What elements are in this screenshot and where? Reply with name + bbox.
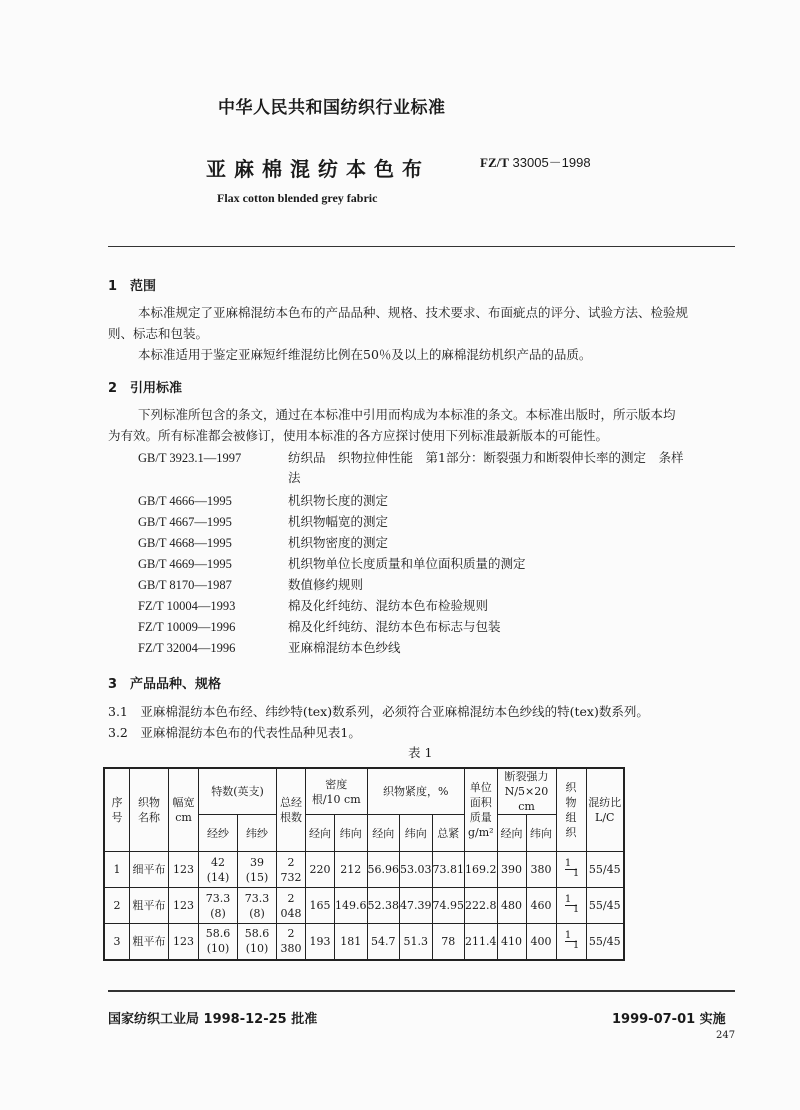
code-prefix: FZ/T <box>480 155 509 170</box>
ref-item: GB/T 4668—1995 机织物密度的测定 <box>138 535 389 550</box>
cell-blend: 55/45 <box>586 852 624 888</box>
cell-weft_tex: 73.3 (8) <box>238 888 277 924</box>
cell-mass: 222.8 <box>465 888 498 924</box>
cell-frac: $\frac{1}{1}$ <box>556 852 586 888</box>
cell-tf: 53.03 <box>400 852 433 888</box>
section-2-heading: 2 引用标准 <box>108 381 183 396</box>
s1-p1a: 本标准规定了亚麻棉混纺本色布的产品品种、规格、技术要求、布面疵点的评分、试验方法、检验规 <box>138 305 689 320</box>
cell-df: 181 <box>335 924 368 960</box>
cell-tf: 51.3 <box>400 924 433 960</box>
th-weft-yarn: 纬纱 <box>238 815 277 852</box>
s3-p32: 3.2 亚麻棉混纺本色布的代表性品种见表1。 <box>108 725 361 740</box>
cell-tw: 56.96 <box>367 852 400 888</box>
th-mass: 单位面积 质量 g/m² <box>465 768 498 852</box>
ref-item: FZ/T 32004—1996 亚麻棉混纺本色纱线 <box>138 640 401 655</box>
cell-dw: 220 <box>306 852 335 888</box>
cell-no: 3 <box>104 924 130 960</box>
cell-weft_tex: 39 (15) <box>238 852 277 888</box>
th-count: 特数(英支) <box>199 768 277 815</box>
ref-item: GB/T 4669—1995 机织物单位长度质量和单位面积质量的测定 <box>138 556 526 571</box>
standard-code <box>480 152 591 171</box>
table-row <box>104 852 624 888</box>
cell-sf: 400 <box>526 924 556 960</box>
cell-width: 123 <box>169 852 199 888</box>
title-en: Flax cotton blended grey fabric <box>217 191 378 205</box>
issuing-org: 中华人民共和国纺织行业标准 <box>218 98 446 118</box>
cell-tt: 74.95 <box>432 888 465 924</box>
code-number: 33005－1998 <box>512 155 591 170</box>
doc-title: 亚麻棉混纺本色布 <box>206 157 430 181</box>
cell-frac: $\frac{1}{1}$ <box>556 924 586 960</box>
ref-item: GB/T 4667—1995 机织物幅宽的测定 <box>138 514 389 529</box>
cell-name: 细平布 <box>130 852 169 888</box>
cell-warp_tex: 42 (14) <box>199 852 238 888</box>
cell-name: 粗平布 <box>130 924 169 960</box>
ref-item: GB/T 4666—1995 机织物长度的测定 <box>138 493 389 508</box>
cell-warp_tex: 58.6 (10) <box>199 924 238 960</box>
th-tightness: 织物紧度，% <box>367 768 465 815</box>
s2-p1b: 为有效。所有标准都会被修订，使用本标准的各方应探讨使用下列标准最新版本的可能性。 <box>108 428 609 443</box>
header-rule <box>108 246 735 247</box>
cell-tw: 52.38 <box>367 888 400 924</box>
cell-name: 粗平布 <box>130 888 169 924</box>
cell-weft_tex: 58.6 (10) <box>238 924 277 960</box>
th-warp-yarn: 经纱 <box>199 815 238 852</box>
th-weave: 织物组织 <box>556 768 586 852</box>
ref-item: GB/T 3923.1—1997 纺织品 织物拉伸性能 第1部分：断裂强力和断裂伸长率的测定 条样 <box>138 450 684 465</box>
th-blend: 混纺比 L/C <box>586 768 624 852</box>
cell-no: 1 <box>104 852 130 888</box>
s3-p31: 3.1 亚麻棉混纺本色布经、纬纱特(tex)数系列，必须符合亚麻棉混纺本色纱线的特(tex)数系列。 <box>108 704 649 719</box>
cell-ends: 2 732 <box>277 852 306 888</box>
cell-frac: $\frac{1}{1}$ <box>556 888 586 924</box>
cell-no: 2 <box>104 888 130 924</box>
cell-sw: 480 <box>497 888 526 924</box>
th-strength-warp: 经向 <box>497 815 526 852</box>
th-name: 织物名称 <box>130 768 169 852</box>
implementation-date: 1999-07-01 实施 <box>612 1012 726 1027</box>
ref-item: FZ/T 10009—1996 棉及化纤纯纺、混纺本色布标志与包装 <box>138 619 501 634</box>
s2-p1a: 下列标准所包含的条文，通过在本标准中引用而构成为本标准的条文。本标准出版时，所示版本均 <box>138 407 676 422</box>
th-density-weft: 纬向 <box>335 815 368 852</box>
footer-rule <box>108 990 735 992</box>
th-strength: 断裂强力 N/5×20 cm <box>497 768 556 815</box>
table-row <box>104 924 624 960</box>
cell-tw: 54.7 <box>367 924 400 960</box>
th-no: 序号 <box>104 768 130 852</box>
th-density: 密度 根/10 cm <box>306 768 368 815</box>
table-row <box>104 888 624 924</box>
s1-p1b: 则、标志和包装。 <box>108 326 209 341</box>
ref-item: GB/T 8170—1987 数值修约规则 <box>138 577 364 592</box>
th-tight-warp: 经向 <box>367 815 400 852</box>
cell-sf: 380 <box>526 852 556 888</box>
cell-tt: 73.81 <box>432 852 465 888</box>
cell-df: 149.6 <box>335 888 368 924</box>
section-3-heading: 3 产品品种、规格 <box>108 677 222 692</box>
cell-sw: 390 <box>497 852 526 888</box>
th-tight-weft: 纬向 <box>400 815 433 852</box>
cell-ends: 2 380 <box>277 924 306 960</box>
th-width: 幅宽 cm <box>169 768 199 852</box>
approval-note: 国家纺织工业局 1998-12-25 批准 <box>108 1012 318 1027</box>
ref-item-cont: 法 <box>288 470 301 485</box>
cell-ends: 2 048 <box>277 888 306 924</box>
cell-width: 123 <box>169 924 199 960</box>
th-density-warp: 经向 <box>306 815 335 852</box>
cell-df: 212 <box>335 852 368 888</box>
th-strength-weft: 纬向 <box>526 815 556 852</box>
th-total-ends: 总经根数 <box>277 768 306 852</box>
cell-blend: 55/45 <box>586 888 624 924</box>
cell-warp_tex: 73.3 (8) <box>199 888 238 924</box>
th-tight-total: 总紧 <box>432 815 465 852</box>
cell-dw: 165 <box>306 888 335 924</box>
ref-item: FZ/T 10004—1993 棉及化纤纯纺、混纺本色布检验规则 <box>138 598 489 613</box>
cell-width: 123 <box>169 888 199 924</box>
cell-tf: 47.39 <box>400 888 433 924</box>
spec-table <box>103 767 625 961</box>
cell-sw: 410 <box>497 924 526 960</box>
cell-blend: 55/45 <box>586 924 624 960</box>
page-number: 247 <box>716 1030 736 1041</box>
cell-sf: 460 <box>526 888 556 924</box>
cell-mass: 169.2 <box>465 852 498 888</box>
section-1-heading: 1 范围 <box>108 279 157 294</box>
cell-tt: 78 <box>432 924 465 960</box>
cell-mass: 211.4 <box>465 924 498 960</box>
s1-p2: 本标准适用于鉴定亚麻短纤维混纺比例在50％及以上的麻棉混纺机织产品的品质。 <box>138 347 592 362</box>
cell-dw: 193 <box>306 924 335 960</box>
table-caption: 表 1 <box>408 745 433 760</box>
